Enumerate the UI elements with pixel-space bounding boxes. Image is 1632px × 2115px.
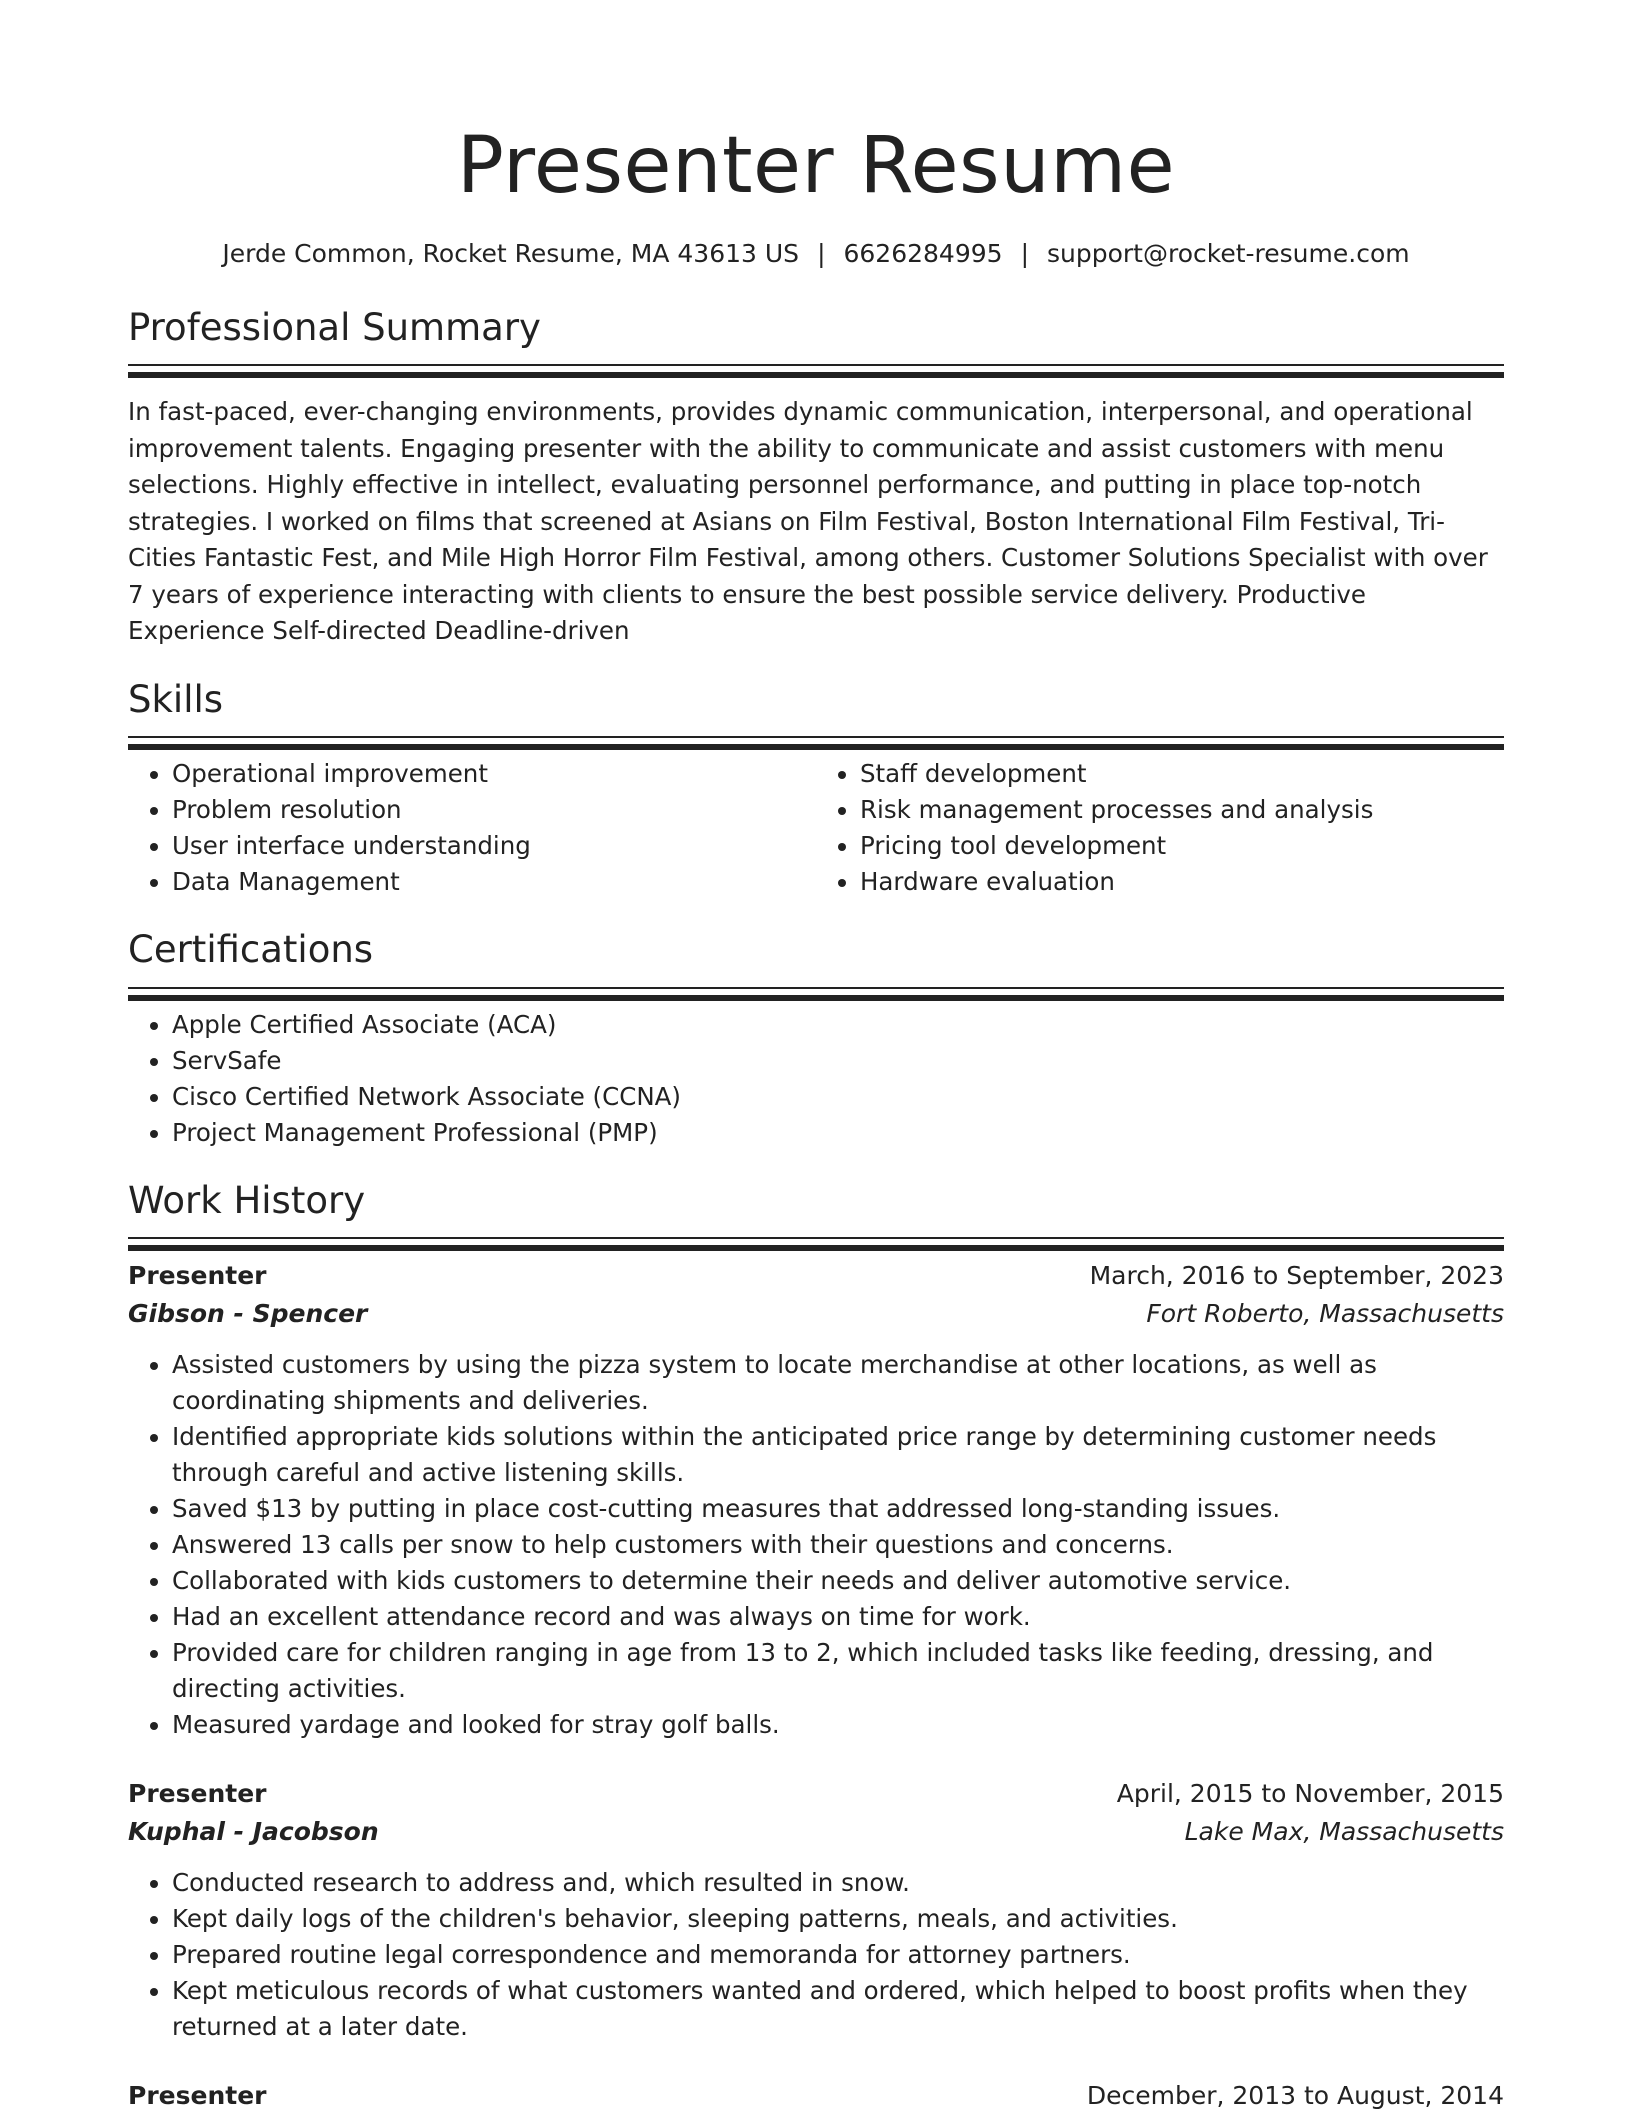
skill-item: • User interface understanding — [172, 828, 816, 864]
skills-section — [128, 678, 1504, 900]
section-divider — [128, 736, 1504, 738]
job-entry — [128, 1775, 1504, 2045]
job-company: Gibson - Spencer — [128, 1299, 368, 1329]
job-bullets — [128, 1347, 1504, 1743]
resume-page — [128, 0, 1504, 2115]
job-bullet: • Collaborated with kids customers to determine their needs and deliver automotive service. — [172, 1563, 1504, 1599]
section-title-skills: Skills — [128, 677, 224, 721]
skill-item: • Staff development — [860, 756, 1504, 792]
job-bullet: • Provided care for children ranging in age from 13 to 2, which included tasks like feeding, dressing, and directing activities. — [172, 1635, 1504, 1707]
summary-section — [128, 306, 1504, 650]
contact-separator: | — [817, 239, 826, 268]
job-bullet: • Saved $13 by putting in place cost-cutting measures that addressed long-standing issues. — [172, 1491, 1504, 1527]
job-subheader — [128, 1295, 1504, 1333]
contact-separator: | — [1020, 239, 1029, 268]
section-title-summary: Professional Summary — [128, 306, 541, 349]
contact-phone: 6626284995 — [843, 239, 1003, 268]
certifications-section — [128, 928, 1504, 1150]
job-subheader — [128, 1813, 1504, 1851]
work-history-section — [128, 1179, 1504, 2115]
job-header — [128, 2077, 1504, 2115]
summary-text: In fast-paced, ever-changing environments, provides dynamic communication, interpersonal, and operational improvement talents. Engaging presenter with the ability to communicate and assist customers with menu selections. Highly effective in intellect, evaluating personnel performance, and putting in place top-notch strategies. I worked on films that screened at Asians on Film Festival, Boston International Film Festival, Tri-Cities Fantastic Fest, and Mile High Horror Film Festival, among others. Customer Solutions Specialist with over 7 years of experience interacting with clients to ensure the best possible service delivery. Productive Experience Self-directed Deadline-driven — [128, 397, 1488, 646]
job-bullet: • Identified appropriate kids solutions within the anticipated price range by determining customer needs through careful and active listening skills. — [172, 1419, 1504, 1491]
skill-item: • Pricing tool development — [860, 828, 1504, 864]
contact-line — [128, 239, 1504, 269]
job-entry — [128, 1257, 1504, 1743]
job-dates: December, 2013 to August, 2014 — [1086, 2081, 1504, 2111]
contact-address: Jerde Common, Rocket Resume, MA 43613 US — [222, 239, 800, 268]
job-dates: April, 2015 to November, 2015 — [1116, 1779, 1504, 1809]
job-dates: March, 2016 to September, 2023 — [1089, 1261, 1504, 1291]
skills-columns — [128, 756, 1504, 900]
certifications-list — [128, 1007, 1504, 1151]
skills-list-left — [128, 756, 816, 900]
section-divider — [128, 987, 1504, 989]
certification-item: • Cisco Certified Network Associate (CCNA) — [172, 1079, 1504, 1115]
skill-item: • Data Management — [172, 864, 816, 900]
skill-item: • Risk management processes and analysis — [860, 792, 1504, 828]
job-bullet: • Conducted research to address and, which resulted in snow. — [172, 1865, 1504, 1901]
job-bullet: • Prepared routine legal correspondence and memoranda for attorney partners. — [172, 1937, 1504, 1973]
job-header — [128, 1257, 1504, 1295]
certification-item: • Apple Certified Associate (ACA) — [172, 1007, 1504, 1043]
job-title: Presenter — [128, 1261, 267, 1291]
section-title-work-history: Work History — [128, 1178, 366, 1222]
section-divider — [128, 364, 1504, 366]
skill-item: • Hardware evaluation — [860, 864, 1504, 900]
job-bullet: • Measured yardage and looked for stray golf balls. — [172, 1707, 1504, 1743]
skill-item: • Operational improvement — [172, 756, 816, 792]
job-location: Fort Roberto, Massachusetts — [1146, 1299, 1504, 1329]
job-bullet: • Answered 13 calls per snow to help customers with their questions and concerns. — [172, 1527, 1504, 1563]
skill-item: • Problem resolution — [172, 792, 816, 828]
job-bullet: • Kept meticulous records of what customers wanted and ordered, which helped to boost profits when they returned at a later date. — [172, 1973, 1504, 2045]
resume-title: Presenter Resume — [456, 121, 1176, 211]
skills-list-right — [816, 756, 1504, 900]
job-entry — [128, 2077, 1504, 2115]
section-title-certifications: Certifications — [128, 928, 374, 972]
job-bullet: • Kept daily logs of the children's behavior, sleeping patterns, meals, and activities. — [172, 1901, 1504, 1937]
contact-email[interactable]: support@rocket-resume.com — [1047, 239, 1410, 268]
job-bullet: • Assisted customers by using the pizza system to locate merchandise at other locations, as well as coordinating shipments and deliveries. — [172, 1347, 1504, 1419]
job-title: Presenter — [128, 2081, 267, 2111]
certification-item: • ServSafe — [172, 1043, 1504, 1079]
job-location: Lake Max, Massachusetts — [1184, 1817, 1504, 1847]
job-bullets — [128, 1865, 1504, 2045]
job-company: Kuphal - Jacobson — [128, 1817, 379, 1847]
certification-item: • Project Management Professional (PMP) — [172, 1115, 1504, 1151]
job-header — [128, 1775, 1504, 1813]
section-divider — [128, 1237, 1504, 1239]
job-bullet: • Had an excellent attendance record and was always on time for work. — [172, 1599, 1504, 1635]
job-title: Presenter — [128, 1779, 267, 1809]
